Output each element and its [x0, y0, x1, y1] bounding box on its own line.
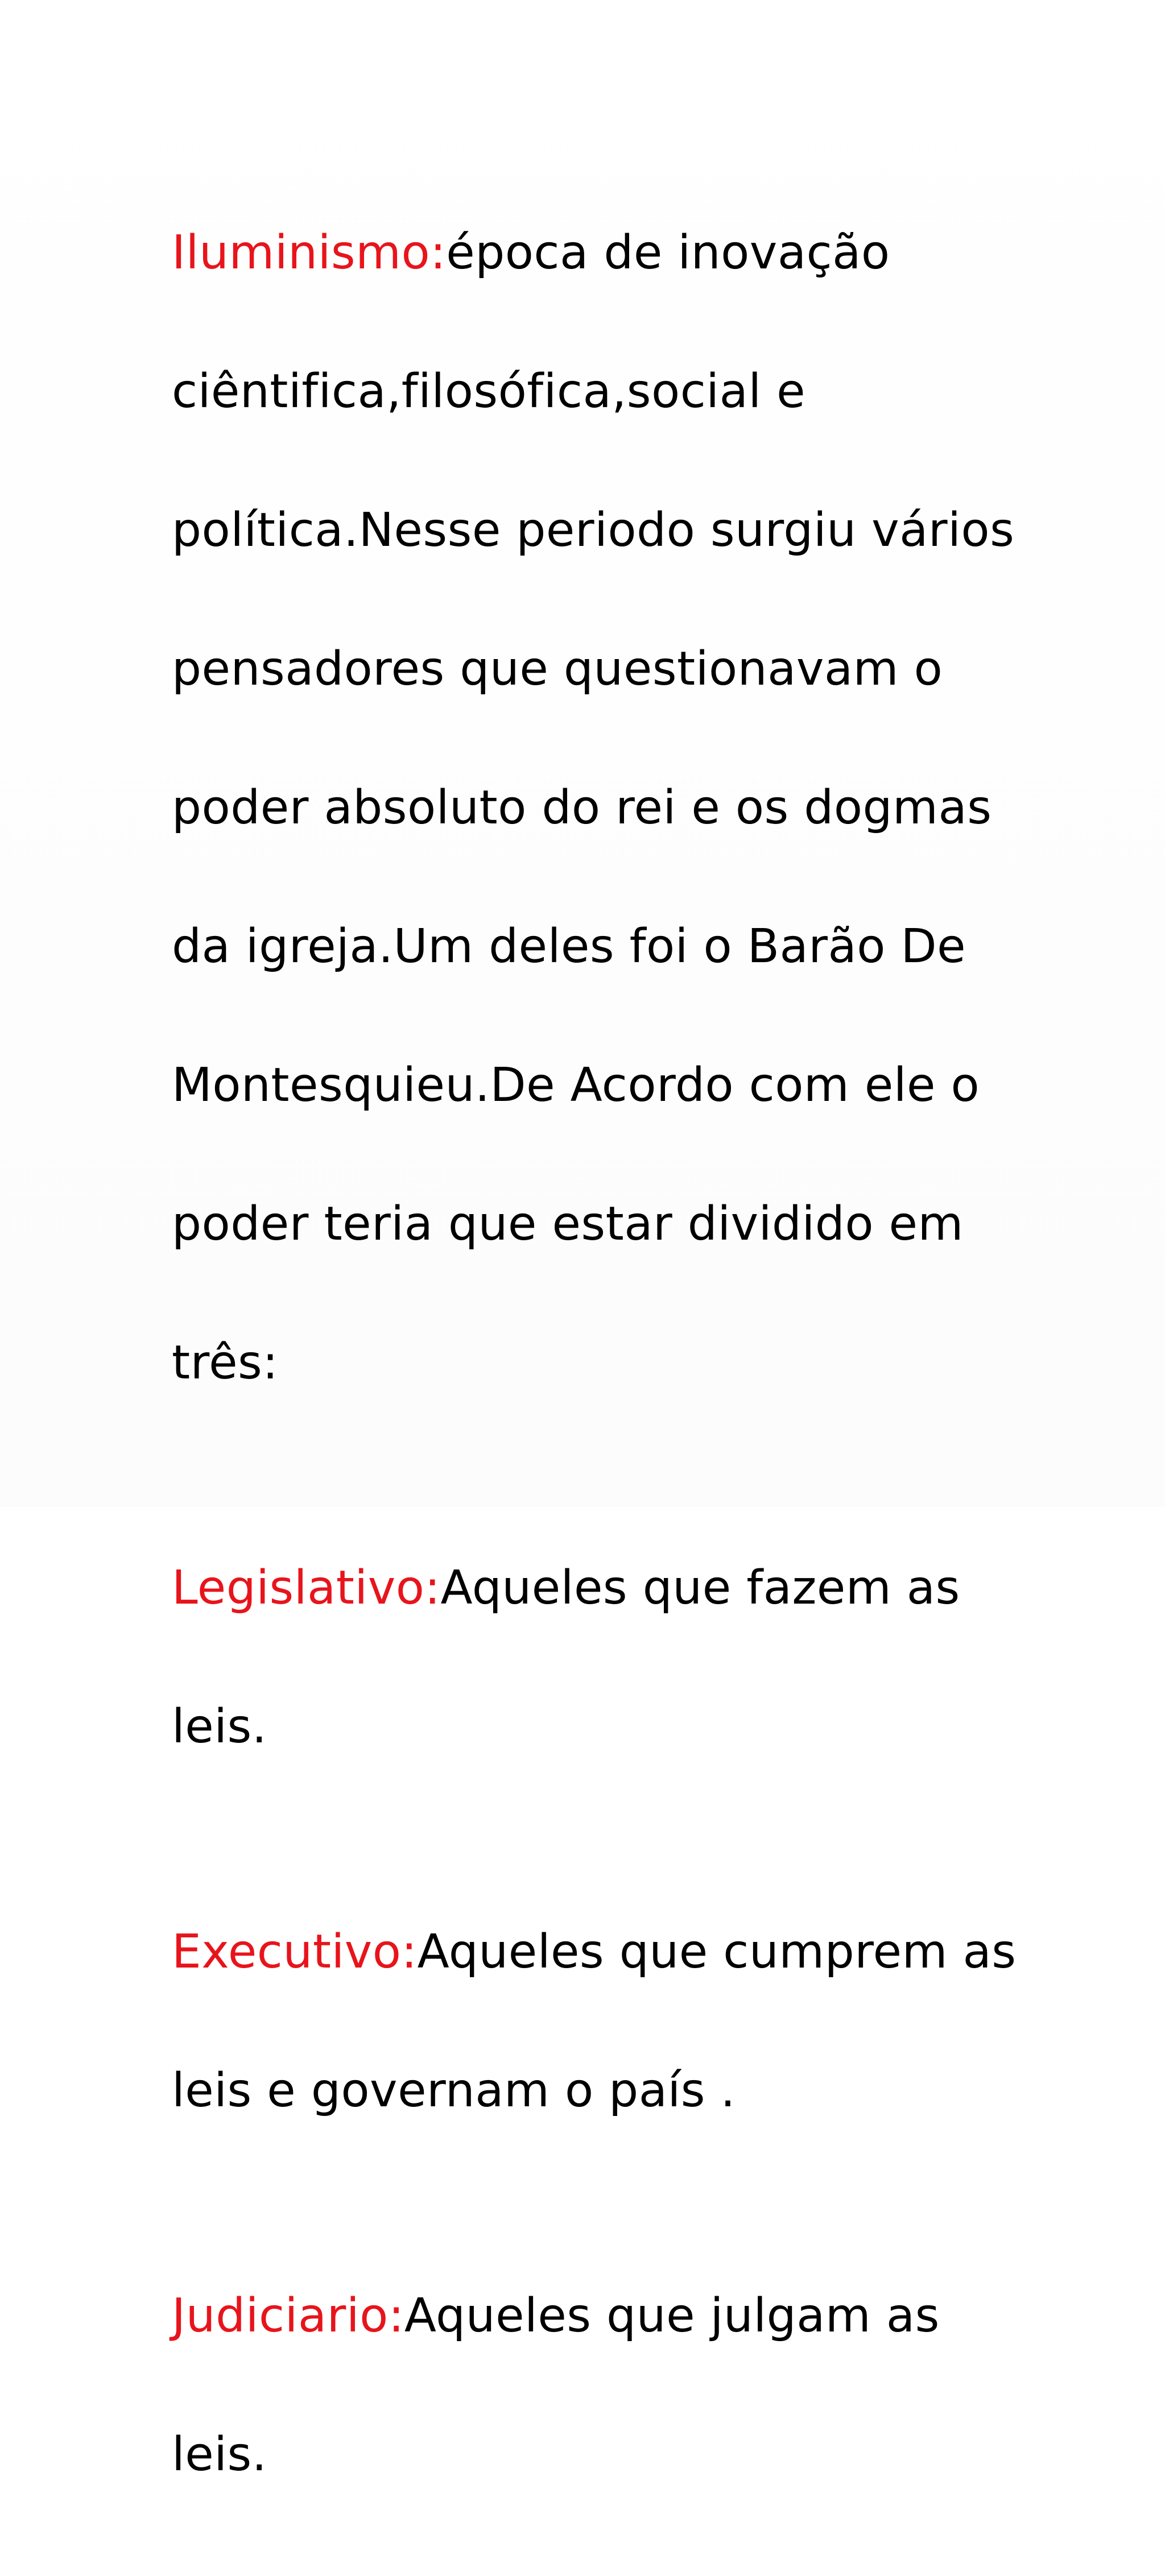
paragraph-line [172, 2281, 1025, 2351]
paragraph-line [172, 1554, 1025, 1623]
paragraph-text: leis e governam o país . [172, 2064, 736, 2118]
paragraph-legislativo [172, 1484, 1025, 1831]
paragraph-executivo [172, 1848, 1025, 2195]
paragraph-text: política.Nesse periodo surgiu vários [172, 503, 1015, 557]
paragraph-iluminismo [172, 149, 1025, 1467]
term-iluminismo: Iluminismo: [172, 226, 447, 280]
paragraph-text: leis. [172, 1700, 267, 1754]
paragraph-line [172, 1917, 1025, 1987]
term-executivo: Executivo: [172, 1925, 418, 1979]
paragraph-text: poder teria que estar dividido em [172, 1197, 964, 1251]
paragraph-text: três: [172, 1336, 279, 1390]
paragraph-text: da igreja.Um deles foi o Barão De [172, 920, 966, 974]
document-body [172, 149, 1025, 2576]
paragraph-text: leis. [172, 2428, 267, 2482]
paragraph-line [172, 218, 1025, 288]
paragraph-text: época de inovação [446, 226, 890, 280]
paragraph-text: Aqueles que julgam as [404, 2289, 940, 2343]
paragraph-text: pensadores que questionavam o [172, 642, 943, 696]
paragraph-text: Aqueles que cumprem as [417, 1925, 1017, 1979]
paragraph-text: ciêntifica,filosófica,social e [172, 365, 806, 419]
paragraph-text: Montesquieu.De Acordo com ele o [172, 1058, 980, 1112]
term-legislativo: Legislativo: [172, 1561, 441, 1615]
paragraph-text: Aqueles que fazem as [440, 1561, 960, 1615]
paragraph-text: poder absoluto do rei e os dogmas [172, 781, 992, 835]
paragraph-judiciario [172, 2212, 1025, 2559]
term-judiciario: Judiciario: [172, 2289, 404, 2343]
